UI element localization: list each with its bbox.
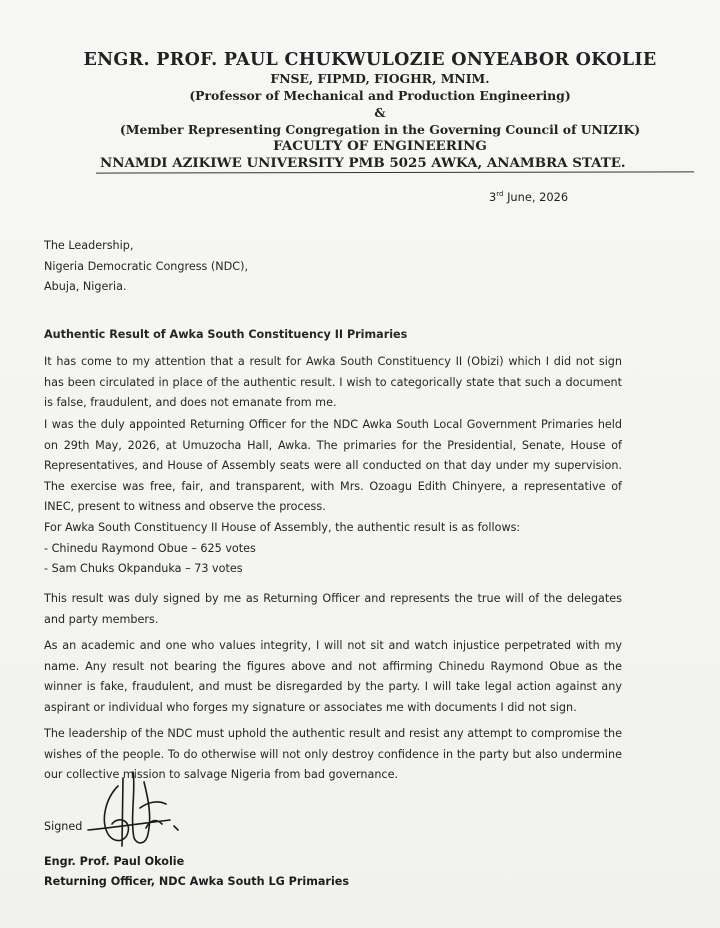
signatory-name: Engr. Prof. Paul Okolie	[44, 855, 185, 868]
letterhead-name: ENGR. PROF. PAUL CHUKWULOZIE ONYEABOR OKOLIE	[83, 50, 657, 70]
letter-date	[489, 190, 568, 204]
letter-subject: Authentic Result of Awka South Constituency II Primaries	[44, 328, 408, 341]
letterhead-university: NNAMDI AZIKIWE UNIVERSITY PMB 5025 AWKA, ANAMBRA STATE.	[100, 155, 626, 171]
result-section	[44, 518, 622, 580]
letterhead-credentials: FNSE, FIPMD, FIOGHR, MNIM.	[270, 71, 490, 86]
result-line-1: - Chinedu Raymond Obue – 625 votes	[44, 541, 256, 555]
letterhead-faculty: FACULTY OF ENGINEERING	[273, 138, 487, 154]
result-line-2: - Sam Chuks Okpanduka – 73 votes	[44, 562, 243, 575]
letterhead	[60, 50, 700, 172]
paragraph-6: The leadership of the NDC must uphold the authentic result and resist any attempt to compromise the wishes of the people. To do otherwise will not only destroy confidence in the party but also undermine our collective mission to salvage Nigeria from bad governance.	[44, 727, 622, 781]
paragraph-5: As an academic and one who values integrity, I will not sit and watch injustice perpetrated with my name. Any result not bearing the figures above and not affirming Chinedu Raymond Obue as the winner is fake, fraudulent, and must be disregarded by the party. I will take legal action against any aspirant or individual who forges my signature or associates me with documents I did not sign.	[44, 639, 622, 714]
letterhead-divider	[96, 171, 694, 173]
date-suffix: rd	[496, 190, 504, 199]
recipient-address	[44, 236, 622, 298]
recipient-line-2: Nigeria Democratic Congress (NDC),	[44, 259, 249, 273]
date-day: 3	[489, 190, 497, 204]
paragraph-4: This result was duly signed by me as Returning Officer and represents the true will of the delegates and party members.	[44, 592, 622, 626]
signatory-block	[44, 852, 349, 892]
signed-label: Signed	[44, 820, 83, 833]
paragraph-2: I was the duly appointed Returning Officer for the NDC Awka South Local Government Primaries held on 29th May, 2026, at Umuzocha Hall, Awka. The primaries for the Presidential, Senate, House of Representatives, and House of Assembly seats were all conducted on that day under my supervision. The exercise was free, fair, and transparent, with Mrs. Ozoagu Edith Chinyere, a representative of INEC, present to witness and observe the process.	[44, 418, 622, 513]
signatory-role: Returning Officer, NDC Awka South LG Primaries	[44, 875, 350, 888]
recipient-line-1: The Leadership,	[44, 239, 134, 252]
recipient-line-3: Abuja, Nigeria.	[44, 280, 127, 293]
letterhead-ampersand: &	[374, 105, 386, 120]
paragraph-1: It has come to my attention that a result for Awka South Constituency II (Obizi) which I did not sign has been circulated in place of the authentic result. I wish to categorically state that such a document is false, fraudulent, and does not emanate from me.	[44, 355, 622, 409]
date-rest: June, 2026	[503, 190, 569, 204]
result-intro: For Awka South Constituency II House of Assembly, the authentic result is as follows:	[44, 521, 521, 534]
handwritten-signature	[78, 758, 188, 853]
letterhead-title: (Professor of Mechanical and Production Engineering)	[189, 88, 571, 103]
letterhead-member: (Member Representing Congregation in the Governing Council of UNIZIK)	[119, 122, 641, 137]
